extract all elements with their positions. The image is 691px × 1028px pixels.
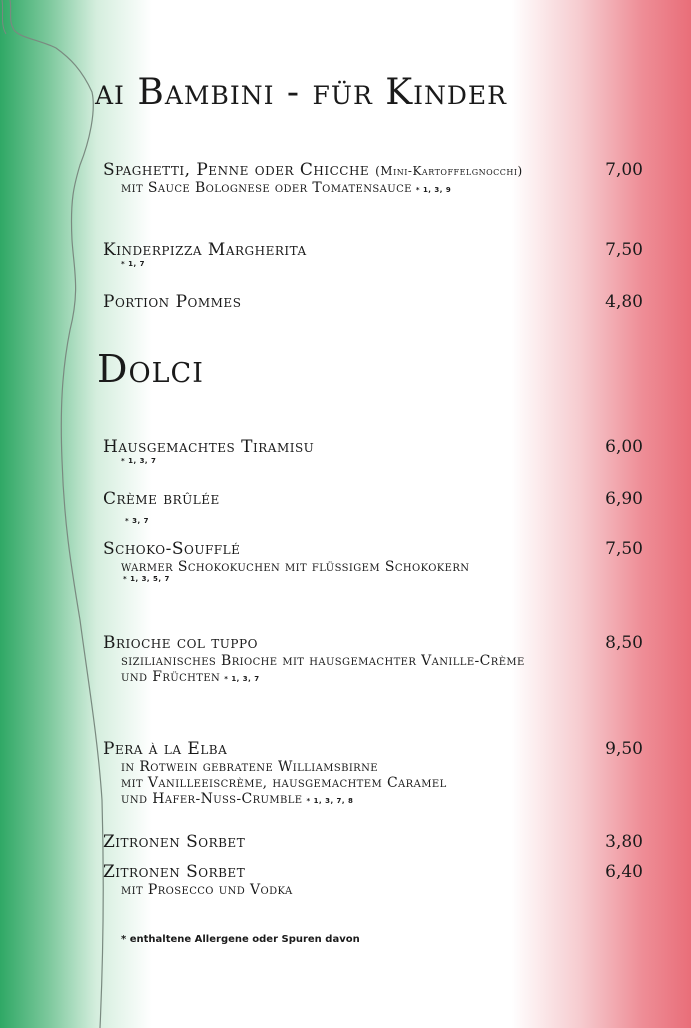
item-description: warmer Schokokuchen mit flüssigem Schokokern [121,559,470,575]
section-title-bambini: ai Bambini - für Kinder [95,72,507,113]
section-title-dolci: Dolci [97,347,204,391]
item-name: Crème brûlée [103,489,220,509]
item-name: Zitronen Sorbet [103,832,246,852]
item-description: mit Sauce Bolognese oder Tomatensauce * 1, 3, 9 [121,180,452,196]
menu-item-brioche [103,633,643,687]
allergen-codes: * 1, 7 [121,260,145,268]
item-name-note: (Mini-Kartoffelgnocchi) [375,164,523,178]
item-price: 7,50 [605,240,643,260]
allergen-codes: * 1, 3, 9 [415,186,452,194]
menu-item-kinderpizza [103,240,643,268]
item-price: 3,80 [605,832,643,852]
item-name: Portion Pommes [103,292,242,312]
item-name: Hausgemachtes Tiramisu [103,437,315,457]
allergen-codes: * 1, 3, 7 [121,457,157,465]
menu-item-zitronen-sorbet [103,832,643,852]
allergen-footnote: * enthaltene Allergene oder Spuren davon [121,934,360,945]
menu-item-schoko-souffle [103,539,643,583]
item-description-line-1: in Rotwein gebratene Williamsbirne [121,759,378,775]
item-name: Zitronen Sorbet [103,862,246,882]
item-price: 9,50 [605,739,643,759]
item-name: Brioche col tuppo [103,633,258,653]
item-price: 8,50 [605,633,643,653]
menu-item-creme-brulee [103,489,643,525]
menu-item-spaghetti [103,160,643,198]
item-description-line-1: sizilianisches Brioche mit hausgemachter Vanille-Crème [121,653,525,669]
menu-item-zitronen-sorbet-prosecco [103,862,643,898]
menu-item-pera-elba [103,739,643,809]
item-description-line-3: und Hafer-Nuss-Crumble * 1, 3, 7, 8 [121,791,354,807]
item-price: 6,40 [605,862,643,882]
menu-item-tiramisu [103,437,643,465]
allergen-codes: * 1, 3, 5, 7 [123,575,170,583]
item-price: 6,90 [605,489,643,509]
allergen-codes: * 1, 3, 7 [224,675,260,683]
item-name: Pera à la Elba [103,739,228,759]
menu-item-pommes [103,292,643,312]
item-name: Schoko-Soufflé [103,539,241,559]
allergen-codes: * 3, 7 [125,517,149,525]
item-price: 4,80 [605,292,643,312]
item-name: Spaghetti, Penne oder Chicche (Mini-Kartoffelgnocchi) [103,160,523,180]
item-description-line-2: mit Vanilleeiscrème, hausgemachtem Caramel [121,775,447,791]
allergen-codes: * 1, 3, 7, 8 [306,797,354,805]
item-price: 7,50 [605,539,643,559]
item-price: 7,00 [605,160,643,180]
item-description: mit Prosecco und Vodka [121,882,293,898]
item-price: 6,00 [605,437,643,457]
item-name: Kinderpizza Margherita [103,240,307,260]
item-description-line-2: und Früchten * 1, 3, 7 [121,669,260,685]
